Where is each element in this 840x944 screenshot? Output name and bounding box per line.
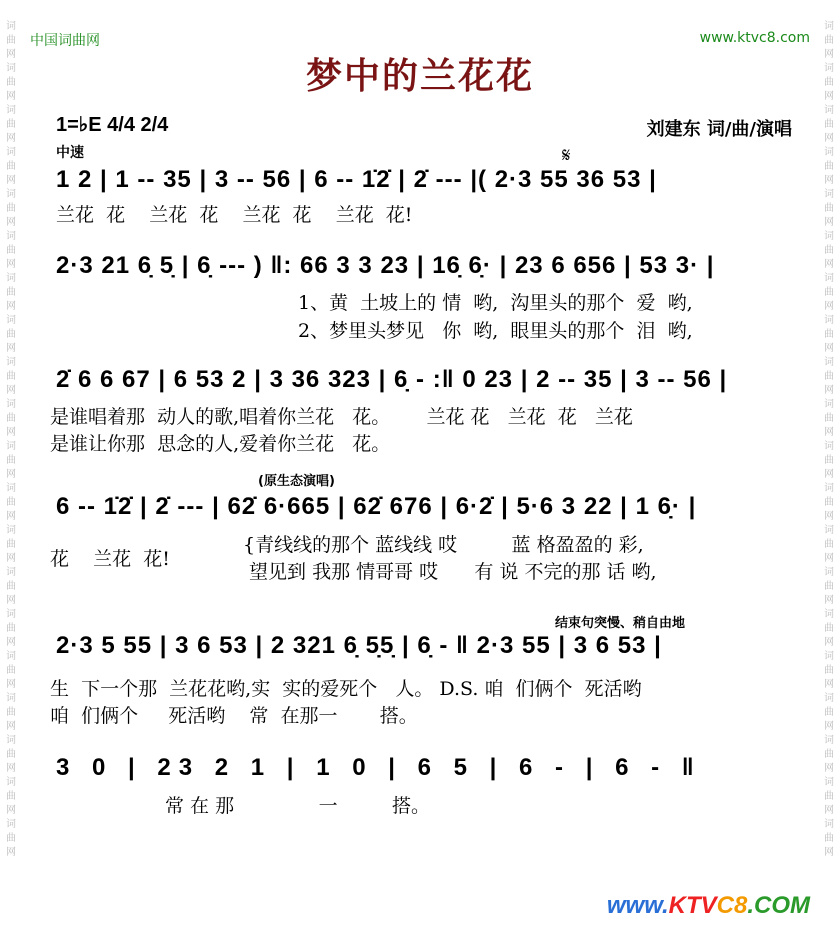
logo-c8: C8 bbox=[716, 892, 748, 919]
performance-note: (原生态演唱) bbox=[258, 474, 335, 489]
right-watermark: 词曲网词曲网词曲网词曲网词曲网词曲网词曲网词曲网词曲网词曲网词曲网词曲网词曲网词曲网词曲网词曲网词曲网词曲网词曲网词曲网 bbox=[824, 21, 834, 858]
site-name-left[interactable]: 中国词曲网 bbox=[30, 33, 100, 49]
left-watermark: 词曲网词曲网词曲网词曲网词曲网词曲网词曲网词曲网词曲网词曲网词曲网词曲网词曲网词曲网词曲网词曲网词曲网词曲网词曲网词曲网 bbox=[6, 21, 16, 858]
tempo-marking: 中速 bbox=[56, 145, 84, 161]
site-url-right[interactable]: www.ktvc8.com bbox=[699, 30, 810, 46]
notation-row-1: 1 2 | 1 -- 35 | 3 -- 56 | 6 -- 1̇2̇ | 2̇ --- |( 2·3 55 36 53 | bbox=[56, 166, 657, 193]
song-credit: 刘建东 词/曲/演唱 bbox=[646, 119, 792, 140]
notation-row-2: 2·3 21 6̣ 5̣ | 6̣ --- ) ‖: 66 3 3 23 | 16̣ 6̣· | 23 6 656 | 53 3· | bbox=[56, 252, 715, 279]
notation-row-5: 2·3 5 55 | 3 6 53 | 2 321 6̣ 5̣5̣ | 6̣ - ‖ 2·3 55 | 3 6 53 | bbox=[56, 632, 662, 659]
notation-row-6: 3 0 | 23 2 1 | 1 0 | 6 5 | 6 - | 6 - ‖ bbox=[56, 754, 702, 781]
lyric-row-4-a: 花 兰花 花! bbox=[50, 548, 170, 570]
logo-ktv: KTV bbox=[668, 892, 717, 919]
ktvc8-logo bbox=[594, 864, 810, 920]
lyric-row-1: 兰花 花 兰花 花 兰花 花 兰花 花! bbox=[56, 204, 413, 226]
lyric-row-5-verse-1: 生 下一个那 兰花花哟,实 实的爱死个 人。 D.S. 咱 们俩个 死活哟 bbox=[50, 678, 642, 700]
lyric-row-3-verse-1: 是谁唱着那 动人的歌,唱着你兰花 花。 兰花 花 兰花 花 兰花 bbox=[50, 406, 633, 428]
logo-com: .COM bbox=[747, 892, 810, 919]
lyric-row-2-verse-2: 2、梦里头梦见 你 哟, 眼里头的那个 泪 哟, bbox=[298, 320, 693, 342]
logo-www: www. bbox=[606, 892, 669, 919]
notation-row-3: 2̇ 6 6 67 | 6 53 2 | 3 36 323 | 6̣ - :‖ 0 23 | 2 -- 35 | 3 -- 56 | bbox=[56, 366, 728, 393]
lyric-row-4-verse-1: {青线线的那个 蓝线线 哎 蓝 格盈盈的 彩, bbox=[243, 534, 644, 556]
ending-note: 结束句突慢、稍自由地 bbox=[555, 616, 686, 631]
song-title: 梦中的兰花花 bbox=[305, 56, 534, 97]
lyric-row-6: 常 在 那 一 搭。 bbox=[165, 795, 430, 817]
segno-icon: 𝄋 bbox=[562, 143, 571, 167]
lyric-row-3-verse-2: 是谁让你那 思念的人,爱着你兰花 花。 bbox=[50, 433, 391, 455]
key-signature: 1=♭E 4/4 2/4 bbox=[56, 114, 169, 136]
notation-row-4: 6 -- 1̇2̇ | 2̇ --- | 62̇ 6·665 | 62̇ 676 | 6·2̇ | 5·6 3 22 | 1 6̣· | bbox=[56, 493, 697, 520]
lyric-row-4-verse-2: 望见到 我那 情哥哥 哎 有 说 不完的那 话 哟, bbox=[243, 561, 657, 583]
lyric-row-2-verse-1: 1、黄 土坡上的 情 哟, 沟里头的那个 爱 哟, bbox=[298, 292, 693, 314]
lyric-row-5-verse-2: 咱 们俩个 死活哟 常 在那一 搭。 bbox=[50, 705, 418, 727]
